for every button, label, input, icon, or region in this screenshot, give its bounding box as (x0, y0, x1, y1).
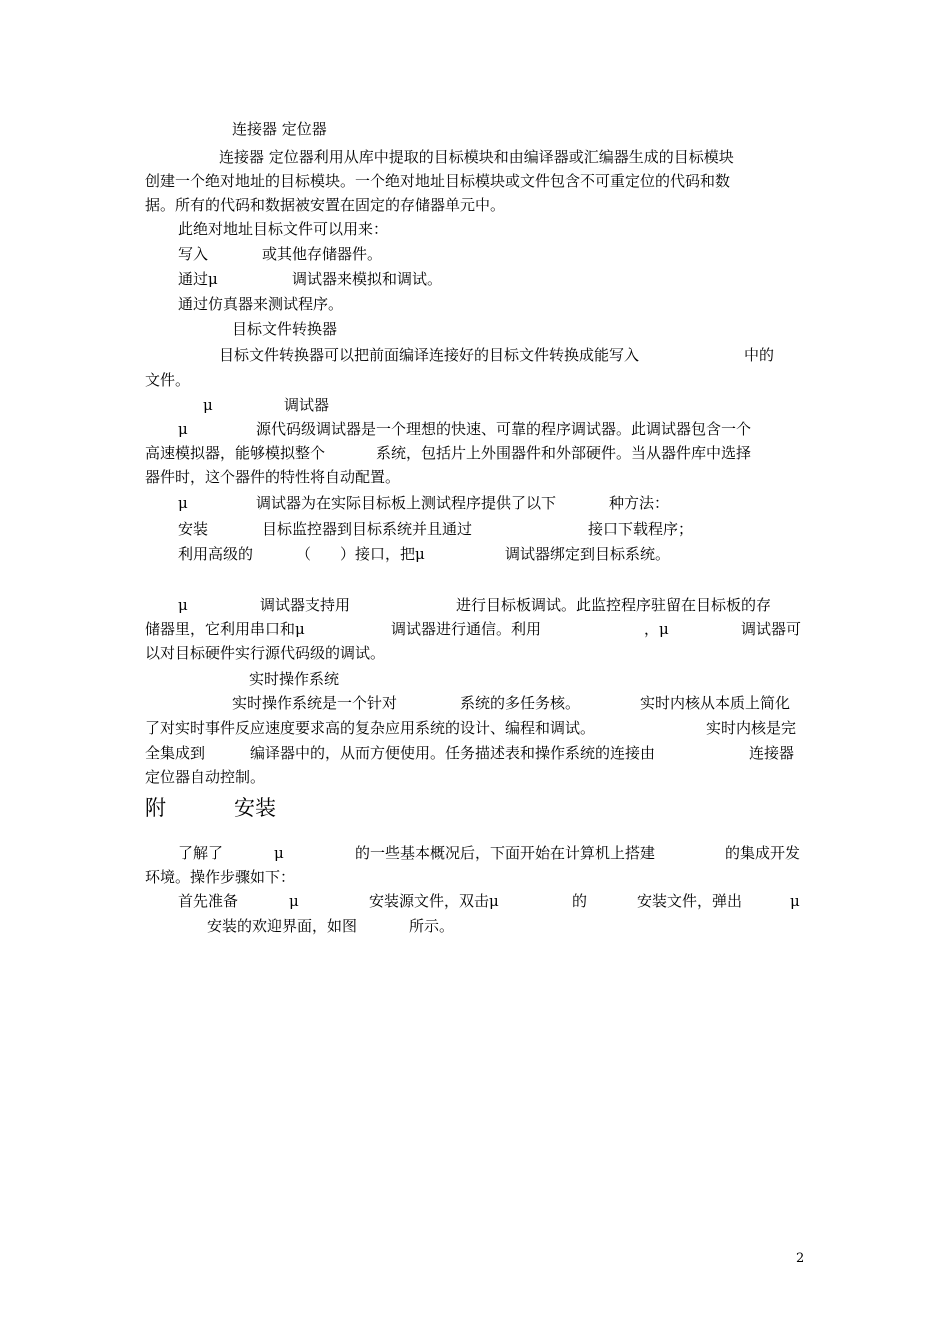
paragraph-line: 首先准备 (178, 892, 239, 910)
list-item-text: ）接口，把μ (340, 545, 425, 563)
appendix-heading-title: 安装 (234, 796, 276, 820)
paragraph-line: 连接器 (749, 744, 795, 762)
paragraph-line: 目标文件转换器可以把前面编译连接好的目标文件转换成能写入 (219, 346, 640, 364)
paragraph-line: 中的 (744, 346, 775, 364)
paragraph-line: 进行目标板调试。此监控程序驻留在目标板的存 (456, 596, 772, 614)
paragraph-line: 源代码级调试器是一个理想的快速、可靠的程序调试器。此调试器包含一个 (256, 420, 752, 438)
paragraph-line: 安装文件，弹出 (637, 892, 743, 910)
paragraph-line: μ (178, 596, 188, 614)
page-number: 2 (796, 1251, 805, 1266)
paragraph-line: μ (178, 420, 188, 438)
paragraph-line: 此绝对地址目标文件可以用来： (178, 220, 389, 238)
paragraph-line: 调试器进行通信。利用 (391, 620, 542, 638)
paragraph-line: 高速模拟器，能够模拟整个 (145, 444, 326, 462)
paragraph-line: ，μ (644, 620, 669, 638)
paragraph-line: 以对目标硬件实行源代码级的调试。 (145, 644, 386, 662)
paragraph-line: 储器里，它利用串口和μ (145, 620, 305, 638)
paragraph-line: 环境。操作步骤如下： (145, 868, 296, 886)
list-item-text: 目标监控器到目标系统并且通过 (262, 520, 473, 538)
paragraph-line: μ (790, 892, 800, 910)
paragraph-line: 的集成开发 (725, 844, 801, 862)
section-heading-rtos: 实时操作系统 (249, 670, 340, 688)
paragraph-line: 定位器自动控制。 (145, 768, 266, 786)
paragraph-line: 调试器支持用 (260, 596, 351, 614)
list-item-text: 写入 (178, 245, 209, 263)
list-item-text: （ (296, 545, 312, 563)
paragraph-line: 连接器 定位器利用从库中提取的目标模块和由编译器或汇编器生成的目标模块 (219, 148, 734, 166)
paragraph-line: 调试器可 (741, 620, 802, 638)
paragraph-line: 系统的多任务核。 (460, 694, 581, 712)
list-item-text: 调试器绑定到目标系统。 (505, 545, 671, 563)
list-item-text: 接口下载程序； (588, 520, 694, 538)
paragraph-line: 实时内核从本质上简化 (640, 694, 791, 712)
paragraph-line: 所示。 (409, 917, 455, 935)
paragraph-line: 实时内核是完 (706, 719, 797, 737)
paragraph-line: μ (178, 494, 188, 512)
appendix-heading-label: 附 (145, 796, 166, 820)
paragraph-line: 系统，包括片上外围器件和外部硬件。当从器件库中选择 (376, 444, 752, 462)
list-item-text: 通过μ (178, 270, 218, 288)
list-item-text: 通过仿真器来测试程序。 (178, 295, 344, 313)
paragraph-line: 了解了 (178, 844, 224, 862)
paragraph-line: 创建一个绝对地址的目标模块。一个绝对地址目标模块或文件包含不可重定位的代码和数 (145, 172, 731, 190)
list-item-text: 调试器来模拟和调试。 (292, 270, 443, 288)
paragraph-line: 编译器中的，从而方便使用。任务描述表和操作系统的连接由 (250, 744, 656, 762)
paragraph-line: 调试器为在实际目标板上测试程序提供了以下 (256, 494, 557, 512)
list-item-text: 安装 (178, 520, 209, 538)
paragraph-line: 全集成到 (145, 744, 206, 762)
section-heading-linker: 连接器 定位器 (232, 120, 327, 138)
list-item-text: 利用高级的 (178, 545, 254, 563)
paragraph-line: 种方法： (609, 494, 670, 512)
paragraph-line: 据。所有的代码和数据被安置在固定的存储器单元中。 (145, 196, 506, 214)
paragraph-line: 文件。 (145, 371, 191, 389)
paragraph-line: μ (289, 892, 299, 910)
paragraph-line: μ (274, 844, 284, 862)
paragraph-line: 安装源文件，双击μ (369, 892, 499, 910)
section-heading-debugger: μ (203, 396, 213, 414)
section-heading-debugger: 调试器 (284, 396, 330, 414)
section-heading-converter: 目标文件转换器 (232, 320, 338, 338)
paragraph-line: 器件时，这个器件的特性将自动配置。 (145, 468, 401, 486)
paragraph-line: 安装的欢迎界面，如图 (207, 917, 358, 935)
list-item-text: 或其他存储器件。 (262, 245, 383, 263)
paragraph-line: 实时操作系统是一个针对 (232, 694, 398, 712)
paragraph-line: 的一些基本概况后，下面开始在计算机上搭建 (355, 844, 656, 862)
paragraph-line: 了对实时事件反应速度要求高的复杂应用系统的设计、编程和调试。 (145, 719, 596, 737)
paragraph-line: 的 (572, 892, 588, 910)
